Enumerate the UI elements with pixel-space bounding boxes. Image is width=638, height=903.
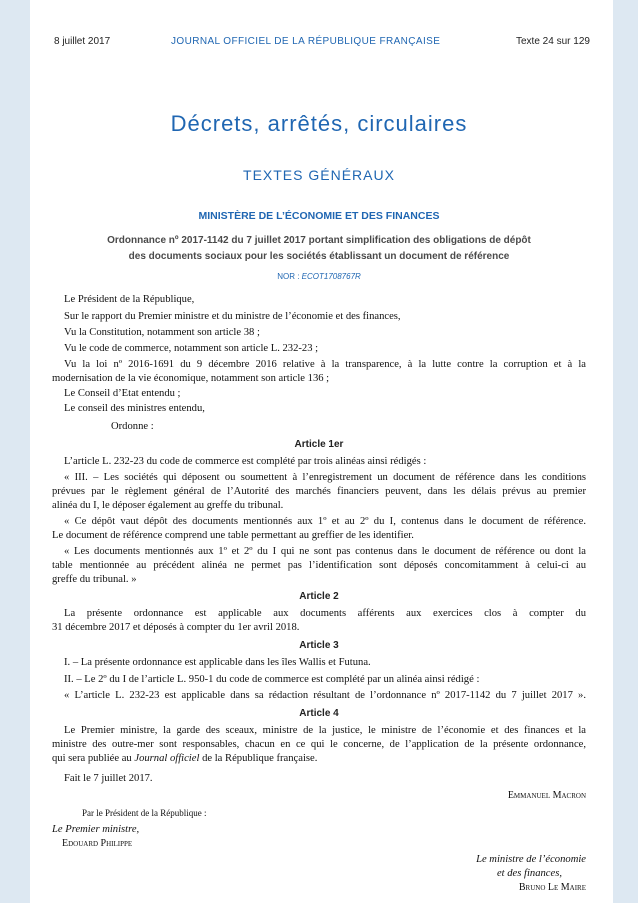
minister-title-line2: et des finances, bbox=[496, 868, 562, 879]
minister-name: Bruno Le Maire bbox=[518, 882, 586, 893]
article-text: I. – La présente ordonnance est applicable dans les îles Wallis et Futuna. bbox=[64, 657, 371, 668]
article-text: 31 décembre 2017 et déposés à compter du 1er avril 2018. bbox=[52, 622, 300, 633]
visa-line: modernisation de la vie économique, notamment son article 136 ; bbox=[52, 373, 330, 384]
article-text: ministre des outre-mer sont responsables, chacun en ce qui le concerne, de l’application de la présente ordonnance, bbox=[52, 739, 586, 750]
pm-title: Le Premier ministre, bbox=[52, 824, 140, 835]
article-text: « III. – Les sociétés qui déposent ou soumettent à l’enregistrement un document de référence dans les conditions bbox=[64, 472, 586, 483]
section-title: Décrets, arrêtés, circulaires bbox=[170, 111, 468, 136]
article-2-heading: Article 2 bbox=[299, 591, 339, 602]
article-text: « Les documents mentionnés aux 1º et 2º du I qui ne sont pas contenus dans le document de référence ou dont la bbox=[64, 546, 586, 557]
publication-text: qui sera publiée au bbox=[52, 753, 132, 764]
nor-value: ECOT1708767R bbox=[301, 272, 361, 281]
article-text: II. – Le 2º du I de l’article L. 950-1 du code de commerce est complété par un alinéa ainsi rédigé : bbox=[64, 674, 480, 685]
pm-name: Edouard Philippe bbox=[62, 838, 133, 849]
article-text: Le Premier ministre, la garde des sceaux, ministre de la justice, le ministre de l’économie et des finances et la bbox=[64, 725, 586, 736]
visa-line: Vu la Constitution, notamment son article 38 ; bbox=[64, 327, 260, 338]
article-text: table mentionnée au précédent alinéa ne permet pas l’identification sont déposés concomitamment à celui-ci au bbox=[52, 560, 586, 571]
article-text: « Ce dépôt vaut dépôt des documents mentionnés aux 1º et au 2º du I, contenus dans le document de référence. bbox=[64, 516, 586, 527]
article-text: L’article L. 232-23 du code de commerce est complété par trois alinéas ainsi rédigés : bbox=[64, 456, 427, 467]
ordinance-title-line1: Ordonnance nº 2017-1142 du 7 juillet 2017 portant simplification des obligations de dépôt bbox=[107, 235, 531, 246]
visa-line: Sur le rapport du Premier ministre et du ministre de l’économie et des finances, bbox=[64, 311, 401, 322]
nor-reference bbox=[0, 272, 638, 281]
president-name: Emmanuel Macron bbox=[507, 790, 586, 801]
visa-line: Le Conseil d’Etat entendu ; bbox=[64, 388, 181, 399]
par-le-president: Par le Président de la République : bbox=[82, 808, 207, 818]
article-text: « L’article L. 232-23 est applicable dans sa rédaction résultant de l’ordonnance nº 2017-1142 du 7 juillet 2017 ». bbox=[64, 690, 586, 701]
ministry-name: MINISTÈRE DE L’ÉCONOMIE ET DES FINANCES bbox=[198, 210, 440, 222]
text-index: Texte 24 sur 129 bbox=[516, 36, 590, 47]
article-text: alinéa du I, le déposer également au greffe du tribunal. bbox=[52, 500, 284, 511]
article-text: Le document de référence comprend une table permettant au greffier de les identifier. bbox=[52, 530, 414, 541]
article-text bbox=[52, 753, 317, 764]
article-1-heading: Article 1er bbox=[294, 439, 344, 450]
article-4-heading: Article 4 bbox=[299, 708, 339, 719]
visa-line: Vu le code de commerce, notamment son article L. 232-23 ; bbox=[64, 343, 319, 354]
ordonne-line: Ordonne : bbox=[111, 421, 154, 432]
publication-text-end: de la République française. bbox=[202, 753, 318, 764]
ordinance-title-line2: des documents sociaux pour les sociétés établissant un document de référence bbox=[128, 251, 510, 262]
minister-title-line1: Le ministre de l’économie bbox=[476, 854, 586, 865]
article-text: prévues par le règlement général de l’Autorité des marchés financiers peuvent, dans les délais prévus au premier bbox=[52, 486, 586, 497]
journal-officiel-text: Journal officiel bbox=[134, 753, 200, 764]
section-subtitle: TEXTES GÉNÉRAUX bbox=[243, 167, 395, 183]
article-text: La présente ordonnance est applicable aux documents afférents aux exercices clos à compter du bbox=[64, 608, 586, 619]
visa-line: Le Président de la République, bbox=[64, 294, 195, 305]
article-3-heading: Article 3 bbox=[299, 640, 339, 651]
header-date: 8 juillet 2017 bbox=[54, 36, 111, 47]
nor-label: NOR : bbox=[277, 272, 300, 281]
visa-line: Le conseil des ministres entendu, bbox=[64, 403, 205, 414]
signature-date: Fait le 7 juillet 2017. bbox=[64, 773, 153, 784]
visa-line: Vu la loi nº 2016-1691 du 9 décembre 2016 relative à la transparence, à la lutte contre la corruption et à la bbox=[64, 359, 586, 370]
article-text: greffe du tribunal. » bbox=[52, 574, 137, 585]
journal-title: JOURNAL OFFICIEL DE LA RÉPUBLIQUE FRANÇAISE bbox=[171, 36, 441, 47]
